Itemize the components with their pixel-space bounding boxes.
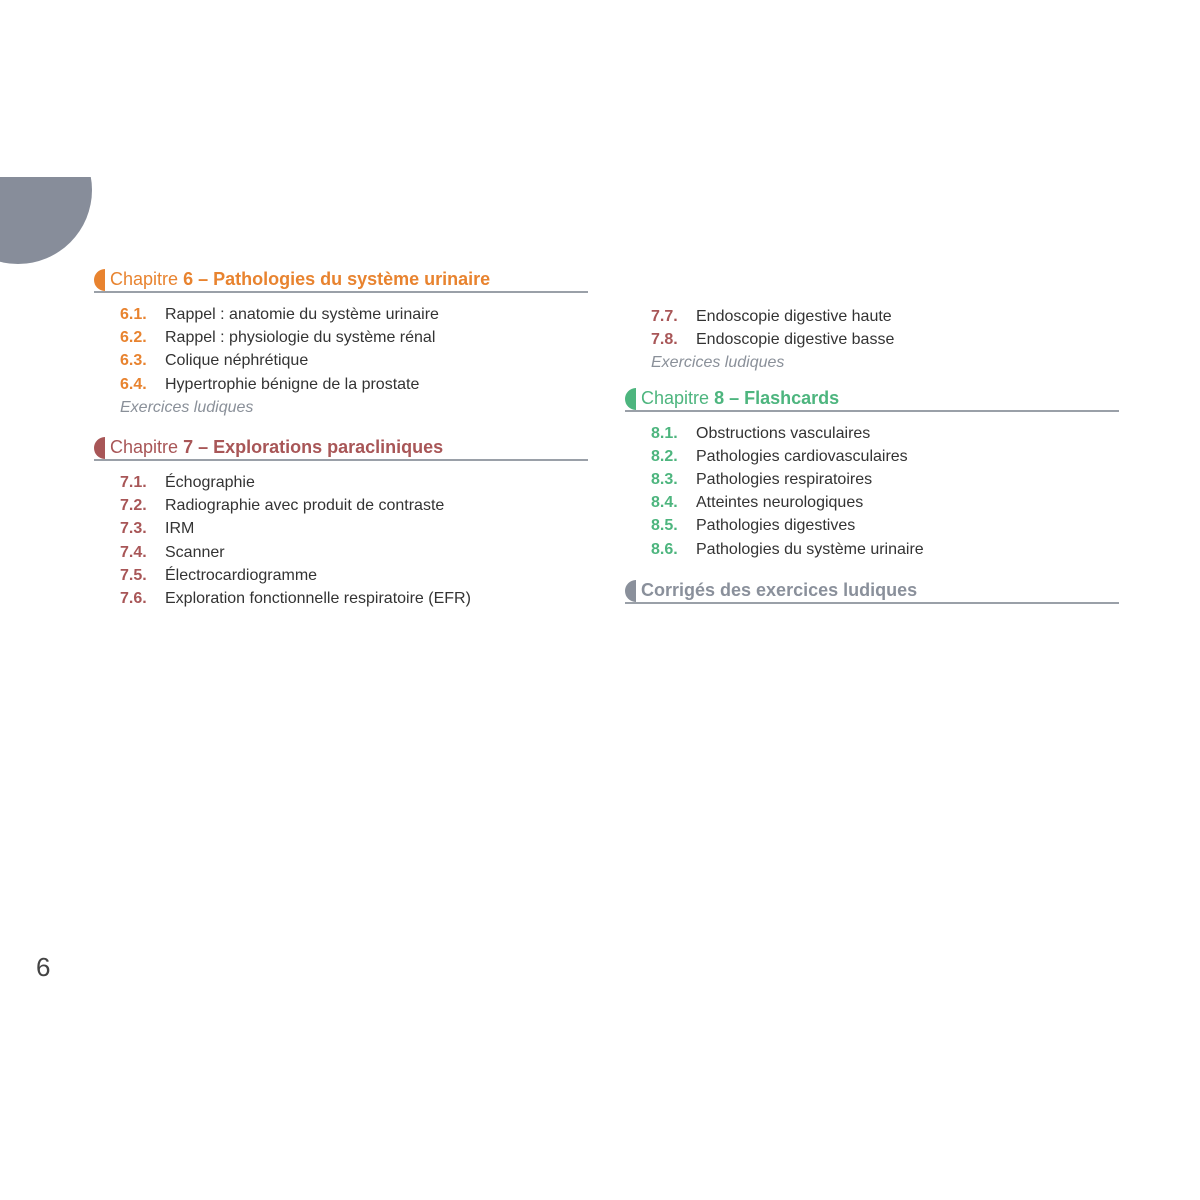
item-text: Électrocardiogramme — [165, 566, 318, 584]
toc-item[interactable] — [651, 514, 1119, 537]
item-number: 7.4. — [120, 543, 147, 561]
item-text: Endoscopie digestive haute — [696, 308, 892, 325]
item-number: 7.5. — [120, 566, 147, 584]
toc-item[interactable] — [120, 326, 588, 349]
toc-item[interactable] — [120, 373, 588, 396]
corriges-heading[interactable] — [625, 577, 1119, 604]
item-number: 8.3. — [651, 470, 678, 488]
item-number: 7.2. — [120, 497, 147, 515]
chapter-8-number: 8 — [714, 387, 725, 408]
chapter-7-heading[interactable] — [94, 434, 588, 461]
chapter-6-number: 6 — [183, 269, 194, 289]
item-text: Colique néphrétique — [165, 352, 309, 370]
toc-item[interactable] — [120, 517, 588, 540]
toc-item[interactable] — [651, 538, 1119, 561]
chapter-8-tab-marker — [625, 388, 636, 410]
chapter-8-title — [641, 387, 839, 409]
item-text: Pathologies digestives — [696, 517, 856, 535]
item-text: Pathologies respiratoires — [696, 470, 873, 488]
toc-item[interactable] — [120, 541, 588, 564]
chapter-6-label: Chapitre — [110, 269, 179, 289]
toc-item[interactable] — [120, 303, 588, 326]
chapter-6-tab-marker — [94, 269, 105, 291]
chapter-8-items — [651, 422, 1119, 561]
chapter-7-items — [120, 471, 588, 610]
item-number: 7.1. — [120, 473, 147, 491]
item-number: 6.3. — [120, 352, 147, 370]
item-number: 6.4. — [120, 375, 147, 393]
toc-right-column — [625, 305, 1119, 604]
item-text: Pathologies du système urinaire — [696, 540, 924, 558]
item-text: Obstructions vasculaires — [696, 424, 871, 442]
item-number: 8.1. — [651, 424, 678, 442]
chapter-6-title — [110, 268, 490, 290]
item-text: Pathologies cardiovasculaires — [696, 447, 908, 465]
item-text: Endoscopie digestive basse — [696, 331, 895, 349]
chapter-6-exercises[interactable]: Exercices ludiques — [120, 398, 254, 416]
chapter-7-number: 7 — [183, 436, 194, 457]
toc-item[interactable] — [651, 491, 1119, 514]
chapter-6-name: – Pathologies du système urinaire — [198, 269, 491, 289]
item-number: 7.3. — [120, 520, 147, 538]
item-text: Atteintes neurologiques — [696, 494, 864, 512]
toc-item[interactable] — [651, 328, 1119, 351]
item-number: 7.8. — [651, 331, 678, 349]
item-number: 6.2. — [120, 329, 147, 347]
item-number: 7.7. — [651, 308, 678, 325]
item-number: 8.5. — [651, 517, 678, 535]
item-text: Exploration fonctionnelle respiratoire (EFR) — [165, 589, 471, 607]
toc-item[interactable] — [120, 494, 588, 517]
toc-item[interactable] — [120, 349, 588, 372]
item-text: Radiographie avec produit de contraste — [165, 497, 445, 515]
chapter-7-items-continued — [651, 305, 1119, 351]
toc-left-column — [94, 266, 588, 610]
chapter-6-heading[interactable] — [94, 266, 588, 293]
chapter-7-title — [110, 436, 443, 458]
item-number: 8.4. — [651, 494, 678, 512]
toc-item[interactable] — [120, 471, 588, 494]
item-number: 8.2. — [651, 447, 678, 465]
toc-item[interactable] — [120, 587, 588, 610]
item-text: Échographie — [165, 473, 255, 491]
toc-item[interactable] — [651, 305, 1119, 328]
chapter-7-exercises[interactable]: Exercices ludiques — [651, 354, 785, 372]
item-text: Rappel : anatomie du système urinaire — [165, 306, 439, 323]
toc-item[interactable] — [651, 422, 1119, 445]
item-text: Scanner — [165, 543, 225, 561]
chapter-8-heading[interactable] — [625, 385, 1119, 412]
toc-item[interactable] — [651, 445, 1119, 468]
item-number: 7.6. — [120, 589, 147, 607]
decorative-mask — [0, 0, 200, 177]
page-number: 6 — [36, 952, 51, 982]
item-text: Rappel : physiologie du système rénal — [165, 329, 436, 347]
chapter-7-label: Chapitre — [110, 436, 179, 457]
toc-item[interactable] — [651, 468, 1119, 491]
chapter-7-name: – Explorations paracliniques — [198, 436, 444, 457]
corriges-title: Corrigés des exercices ludiques — [641, 579, 918, 600]
chapter-8-label: Chapitre — [641, 387, 710, 408]
toc-item[interactable] — [120, 564, 588, 587]
item-text: IRM — [165, 520, 195, 538]
chapter-6-items — [120, 303, 588, 396]
chapter-8-name: – Flashcards — [729, 387, 840, 408]
item-number: 8.6. — [651, 540, 678, 558]
corriges-tab-marker — [625, 580, 636, 602]
chapter-7-tab-marker — [94, 437, 105, 459]
item-number: 6.1. — [120, 306, 147, 323]
item-text: Hypertrophie bénigne de la prostate — [165, 375, 420, 393]
